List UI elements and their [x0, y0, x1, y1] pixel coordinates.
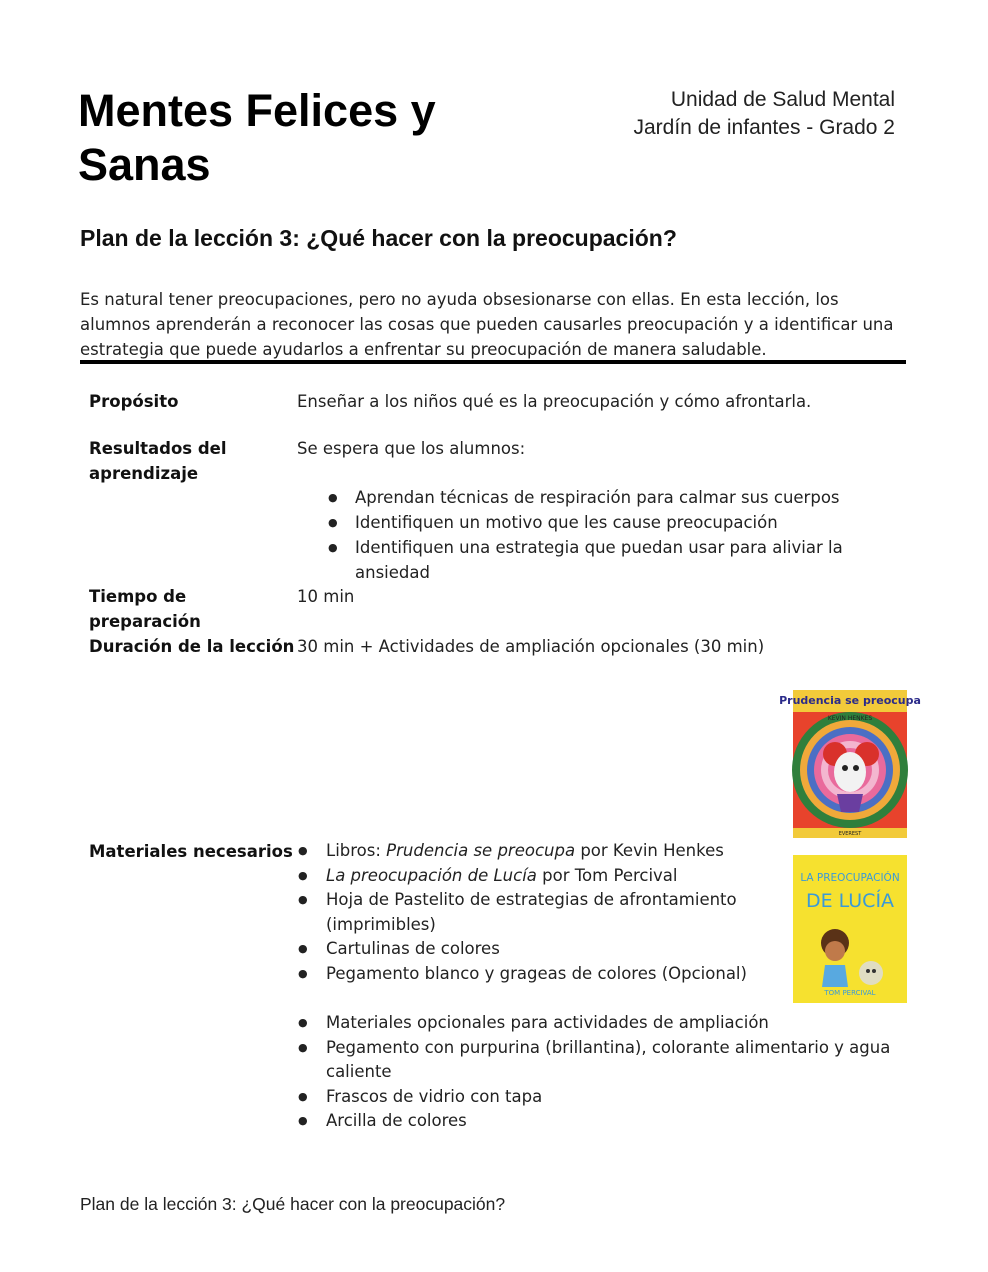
outcomes-intro: Se espera que los alumnos:	[297, 439, 526, 458]
grade-range: Jardín de infantes - Grado 2	[633, 116, 895, 139]
prep-value: 10 min	[297, 587, 355, 606]
duration-label: Duración de la lección	[89, 637, 295, 656]
cover2-author: TOM PERCIVAL	[824, 989, 876, 997]
document-title: Mentes Felices y Sanas	[78, 85, 436, 190]
list-item: ● Identifiquen un motivo que les cause preocupación	[297, 510, 857, 535]
unit-name: Unidad de Salud Mental	[670, 88, 895, 111]
section-divider	[80, 360, 906, 364]
optional-materials-list	[297, 1011, 907, 1134]
outcomes-label: Resultados del aprendizaje	[89, 439, 227, 483]
list-item: ● La preocupación de Lucía por Tom Percival	[297, 864, 907, 889]
cover1-publisher: EVEREST	[838, 831, 862, 837]
outcomes-list	[297, 485, 857, 585]
list-item: ● Pegamento blanco y grageas de colores (Opcional)	[297, 962, 907, 987]
book-cover-lucia-image	[793, 855, 907, 1003]
list-item: ● Materiales opcionales para actividades de ampliación	[297, 1011, 907, 1036]
purpose-value: Enseñar a los niños qué es la preocupación y cómo afrontarla.	[297, 392, 812, 411]
unit-info	[634, 86, 896, 142]
list-item: ● Pegamento con purpurina (brillantina), colorante alimentario y agua caliente	[297, 1036, 907, 1085]
book-title: La preocupación de Lucía	[326, 865, 537, 885]
purpose-label: Propósito	[89, 392, 179, 411]
list-item: ● Hoja de Pastelito de estrategias de afrontamiento (imprimibles)	[297, 888, 746, 937]
cover2-title-line1: LA PREOCUPACIÓN	[800, 872, 900, 884]
page-footer: Plan de la lección 3: ¿Qué hacer con la preocupación?	[80, 1194, 506, 1214]
list-item: ● Libros: Prudencia se preocupa por Kevin Henkes	[297, 839, 907, 864]
duration-value: 30 min + Actividades de ampliación opcionales (30 min)	[297, 637, 765, 656]
materials-label: Materiales necesarios	[89, 842, 293, 861]
cover1-author: KEVIN HENKES	[827, 715, 873, 722]
prep-label: Tiempo de preparación	[89, 587, 201, 631]
list-item: ● Frascos de vidrio con tapa	[297, 1085, 907, 1110]
intro-paragraph: Es natural tener preocupaciones, pero no ayuda obsesionarse con ellas. En esta lección, los alumnos aprenderán a reconocer las cosas que pueden causarles preocupación y a identificar una estrategia que puede ayudarlos a enfrentar su preocupación de manera saludable.	[80, 290, 894, 359]
list-item: ● Cartulinas de colores	[297, 937, 907, 962]
cover2-title-line2: DE LUCÍA	[805, 890, 895, 912]
cover1-title: Prudencia se preocupa	[779, 694, 921, 707]
lesson-title: Plan de la lección 3: ¿Qué hacer con la preocupación?	[80, 225, 677, 251]
book-title: Prudencia se preocupa	[386, 841, 576, 860]
list-item: ● Identifiquen una estrategia que puedan usar para aliviar la ansiedad	[297, 535, 857, 585]
list-item: ● Aprendan técnicas de respiración para calmar sus cuerpos	[297, 485, 857, 510]
list-item: ● Arcilla de colores	[297, 1109, 907, 1134]
book-cover-prudencia-image	[779, 690, 921, 838]
